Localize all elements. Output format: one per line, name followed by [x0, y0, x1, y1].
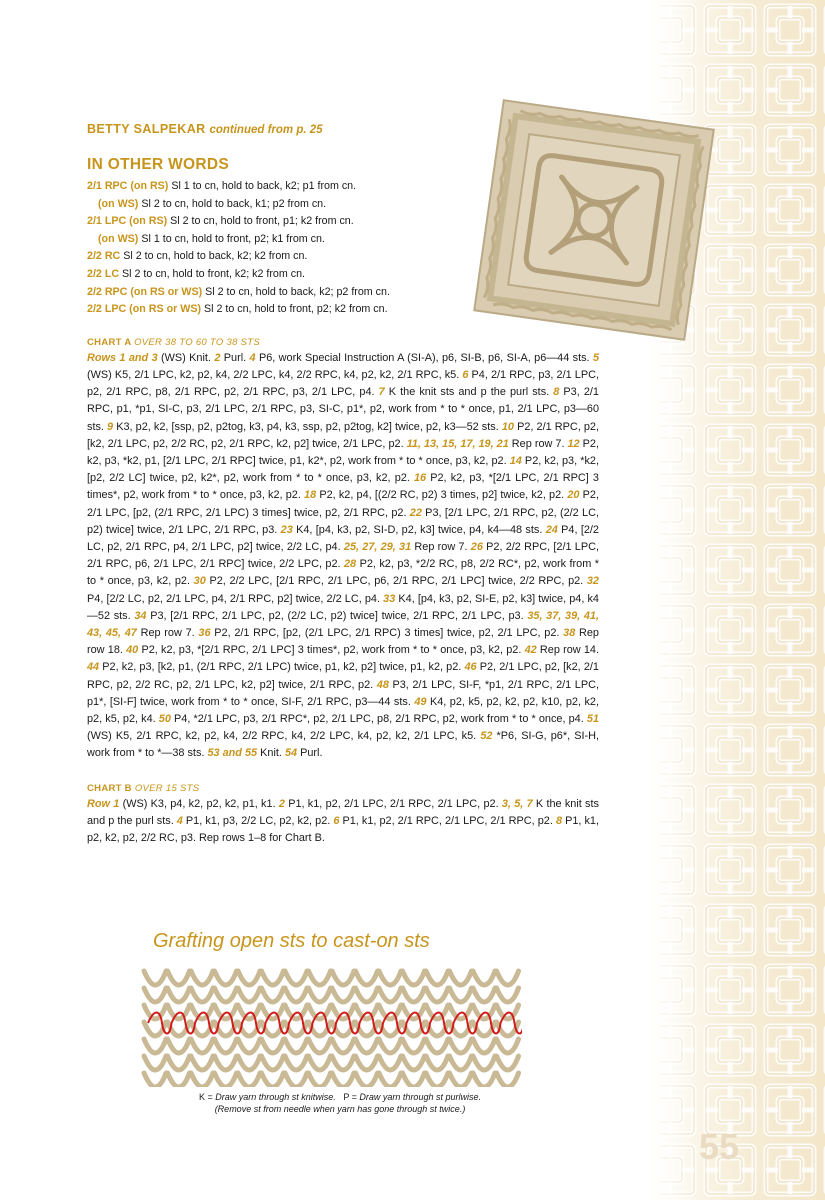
- row-number: 53 and 55: [207, 747, 258, 760]
- row-instruction: P6, work Special Instruction A (SI-A), p6, SI-B, p6, SI-A, p6—44 sts.: [255, 351, 593, 364]
- row-number: 34: [134, 609, 147, 622]
- main-column: [87, 122, 599, 847]
- abbreviation-item: [87, 248, 599, 266]
- abbreviation-item: [87, 213, 599, 231]
- page-number: 55: [698, 1126, 739, 1167]
- designer-byline: [87, 122, 599, 136]
- abbreviation-item: [87, 284, 599, 302]
- grafting-title: Grafting open sts to cast-on sts: [153, 930, 430, 952]
- abbreviation-term: (on WS): [98, 232, 139, 245]
- chart-a-label: CHART A: [87, 336, 132, 348]
- row-number: 2: [214, 351, 221, 364]
- abbreviation-term: 2/2 RPC (on RS or WS): [87, 285, 203, 298]
- abbreviation-term: 2/1 RPC (on RS): [87, 180, 169, 192]
- row-instruction: K4, [p4, k3, p2, SI-E, p2, k3] twice, p4, k4—52 sts.: [87, 592, 599, 622]
- row-number: 7: [378, 386, 385, 399]
- abbreviation-item: [87, 266, 599, 284]
- row-number: 52: [480, 730, 493, 743]
- abbreviation-item: [87, 301, 599, 319]
- row-instruction: K4, p2, k5, p2, k2, p2, k10, p2, k2, p2, k5, p2, k4.: [87, 695, 599, 726]
- row-number: 50: [158, 713, 171, 726]
- row-number: 25, 27, 29, 31: [343, 540, 412, 553]
- caption-k-desc: Draw yarn through st knitwise.: [215, 1092, 336, 1102]
- abbreviation-list: [87, 178, 599, 319]
- row-instruction: P2, k2, p3, *k2, p1, [2/1 LPC, 2/1 RPC] twice, p1, k2*, p2, work from * to * once, p3, k2, p2.: [87, 437, 599, 467]
- row-number: 48: [376, 678, 389, 691]
- chart-b-note: OVER 15 STS: [134, 782, 200, 794]
- caption-note: (Remove st from needle when yarn has gone through st twice.): [214, 1104, 466, 1114]
- row-instruction: (WS) K3, p4, k2, p2, k2, p1, k1.: [119, 797, 279, 810]
- row-instruction: K4, [p4, k3, p2, SI-D, p2, k3] twice, p4, k4—48 sts.: [292, 523, 546, 536]
- row-number: 18: [304, 489, 317, 502]
- row-instruction: (WS) K5, 2/1 RPC, k2, p2, k4, 2/2 RPC, k4, 2/2 LPC, k4, p2, k2, 2/1 LPC, k5.: [87, 730, 481, 743]
- row-number: 24: [545, 523, 558, 536]
- row-instruction: P1, k1, p2, k2, p2, 2/2 RC, p3. Rep rows 1–8 for Chart B.: [87, 814, 600, 845]
- row-instruction: P3, [2/1 LPC, 2/1 RPC, p2, (2/2 LC, p2) twice] twice, 2/1 LPC, 2/1 RPC, p3.: [87, 506, 599, 536]
- caption-p-desc: Draw yarn through st purlwise.: [359, 1092, 481, 1102]
- row-number: 20: [567, 489, 580, 502]
- row-instruction: *P6, SI-G, p6*, SI-H, work from * to *—38 sts.: [87, 730, 599, 760]
- grafting-diagram: [140, 965, 522, 1087]
- row-number: 16: [413, 472, 427, 485]
- abbreviation-definition: Sl 1 to cn, hold to front, p2; k1 from cn.: [138, 232, 325, 245]
- row-instruction: P3, 2/1 LPC, SI-F, *p1, 2/1 RPC, 2/1 LPC, p1*, [SI-F] twice, work from * to * once, SI-F, 2/1 RPC, p3—44 sts.: [87, 678, 599, 708]
- row-instruction: P2, 2/2 RPC, [2/1 LPC, 2/1 RPC, p6, 2/1 LPC, 2/1 RPC] twice, 2/2 LPC, p2.: [87, 540, 599, 571]
- row-number: 14: [509, 454, 522, 467]
- row-number: Rows 1 and 3: [87, 351, 158, 364]
- row-instruction: P1, k1, p3, 2/2 LC, p2, k2, p2.: [182, 814, 334, 827]
- row-number: 22: [409, 506, 422, 519]
- row-instruction: P4, [2/2 LC, p2, 2/1 RPC, p4, 2/1 LPC, p2] twice, 2/2 LC, p4.: [87, 523, 599, 553]
- row-number: 11, 13, 15, 17, 19, 21: [406, 437, 509, 450]
- abbreviation-definition: Sl 1 to cn, hold to back, k2; p1 from cn.: [168, 180, 357, 192]
- row-instruction: P2, k2, p3, *[2/1 RPC, 2/1 LPC] 3 times*, p2, work from * to * once, p3, k2, p2.: [138, 644, 525, 657]
- row-number: 40: [126, 644, 139, 657]
- row-number: 9: [107, 420, 114, 433]
- row-number: Row 1: [87, 797, 120, 810]
- row-number: 33: [383, 592, 396, 605]
- row-number: 26: [470, 540, 483, 553]
- section-title: IN OTHER WORDS: [87, 156, 229, 173]
- row-instruction: P3, 2/1 RPC, p1, *p1, SI-C, p3, 2/1 LPC, 2/1 RPC, p3, SI-C, p1*, p2, work from * to * once, p1, 2/1 LPC, p3—60 sts.: [87, 386, 599, 433]
- abbreviation-item: [87, 178, 599, 196]
- abbreviation-item: [87, 231, 599, 249]
- row-instruction: P2, 2/1 RPC, [p2, (2/1 LPC, 2/1 RPC) 3 times] twice, p2, 2/1 LPC, p2.: [210, 627, 564, 639]
- row-number: 4: [176, 814, 183, 827]
- chart-b-label: CHART B: [87, 782, 132, 794]
- row-number: 5: [592, 351, 599, 364]
- row-instruction: P4, [2/2 LC, p2, 2/1 LPC, p4, 2/1 RPC, p2] twice, 2/2 LC, p4.: [87, 592, 384, 605]
- row-instruction: Knit.: [257, 747, 285, 760]
- row-number: 6: [462, 368, 469, 381]
- row-instruction: P2, 2/1 RPC, p2, [k2, 2/1 LPC, p2, 2/2 RC, p2, 2/1 RPC, k2, p2] twice, 2/1 LPC, p2.: [87, 420, 600, 450]
- grafting-caption: [150, 1091, 530, 1115]
- row-instruction: Rep row 7.: [136, 627, 199, 639]
- row-number: 35, 37, 39, 41, 43, 45, 47: [87, 609, 600, 639]
- row-number: 36: [198, 627, 211, 639]
- row-instruction: K the knit sts and p the purl sts.: [87, 797, 599, 827]
- caption-line-2: [150, 1103, 530, 1115]
- caption-k: K =: [199, 1092, 216, 1102]
- row-number: 2: [278, 797, 285, 810]
- row-number: 3, 5, 7: [501, 797, 533, 810]
- row-instruction: K the knit sts and p the purl sts.: [384, 386, 554, 399]
- row-number: 8: [553, 386, 560, 399]
- row-instruction: P1, k1, p2, 2/1 LPC, 2/1 RPC, 2/1 LPC, p2.: [284, 797, 502, 810]
- row-number: 30: [193, 575, 206, 588]
- row-instruction: Rep row 18.: [87, 627, 599, 657]
- row-instruction: Rep row 7.: [411, 540, 471, 553]
- row-instruction: Purl.: [220, 351, 250, 364]
- row-instruction: P2, 2/1 LPC, [p2, (2/1 RPC, 2/1 LPC) 3 times] twice, p2, 2/1 RPC, p2.: [87, 489, 599, 519]
- chart-a-note: OVER 38 TO 60 TO 38 STS: [134, 336, 260, 348]
- abbreviation-definition: Sl 2 to cn, hold to front, k2; k2 from cn.: [119, 267, 306, 280]
- row-instruction: P2, 2/1 LPC, p2, [k2, 2/1 RPC, p2, 2/2 RC, p2, 2/1 LPC, k2, p2] twice, 2/1 RPC, p2.: [87, 661, 599, 691]
- row-number: 54: [284, 747, 298, 760]
- row-number: 23: [280, 523, 293, 536]
- abbreviation-term: (on WS): [98, 197, 139, 210]
- row-number: 42: [524, 644, 537, 657]
- row-number: 38: [563, 627, 576, 639]
- continued-note: continued from p. 25: [209, 124, 323, 136]
- row-instruction: Purl.: [297, 747, 323, 760]
- row-instruction: P2, k2, p3, *2/2 RC, p8, 2/2 RC*, p2, work from * to * once, p3, k2, p2.: [87, 558, 599, 588]
- row-instruction: (WS) K5, 2/1 LPC, k2, p2, k4, 2/2 LPC, k4, 2/2 RPC, k4, p2, k2, 2/1 RPC, k5.: [87, 368, 463, 381]
- row-number: 4: [249, 351, 256, 364]
- caption-line-1: [150, 1091, 530, 1103]
- row-number: 32: [586, 575, 599, 588]
- abbreviation-definition: Sl 2 to cn, hold to front, p2; k2 from cn.: [201, 303, 388, 316]
- row-number: 51: [586, 713, 599, 726]
- row-number: 46: [464, 661, 477, 674]
- row-instruction: P2, 2/2 LPC, [2/1 RPC, 2/1 LPC, p6, 2/1 RPC, 2/1 LPC] twice, 2/2 RPC, p2.: [205, 575, 587, 588]
- row-number: 10: [501, 420, 514, 433]
- row-number: 49: [414, 695, 427, 708]
- abbreviation-term: 2/2 LPC (on RS or WS): [87, 303, 202, 316]
- row-number: 44: [87, 661, 100, 674]
- row-instruction: K3, p2, k2, [ssp, p2, p2tog, k3, p4, k3, ssp, p2, p2tog, k2] twice, p2, k3—52 sts.: [113, 420, 502, 433]
- row-instruction: Rep row 7.: [508, 437, 568, 450]
- abbreviation-term: 2/2 RC: [87, 250, 121, 263]
- chart-a-instructions: [87, 350, 599, 763]
- designer-name: BETTY SALPEKAR: [87, 122, 206, 136]
- row-number: 8: [555, 814, 562, 827]
- row-instruction: P2, k2, p3, [k2, p1, (2/1 RPC, 2/1 LPC) twice, p1, k2, p2] twice, p1, k2, p2.: [99, 661, 465, 674]
- row-instruction: (WS) Knit.: [157, 351, 215, 364]
- abbreviation-definition: Sl 2 to cn, hold to back, k1; p2 from cn.: [138, 197, 327, 210]
- row-instruction: P2, k2, p3, *k2, [p2, 2/2 LC] twice, p2, k2*, p2, work from * to * once, p3, k2, p2.: [87, 454, 599, 485]
- caption-p: P =: [335, 1092, 360, 1102]
- abbreviation-item: [87, 196, 599, 214]
- abbreviation-term: 2/1 LPC (on RS): [87, 215, 168, 228]
- row-number: 6: [333, 814, 340, 827]
- abbreviation-definition: Sl 2 to cn, hold to front, p1; k2 from cn.: [167, 215, 354, 228]
- row-instruction: P2, k2, p3, *[2/1 LPC, 2/1 RPC] 3 times*, p2, work from * to * once, p3, k2, p2.: [87, 472, 599, 502]
- chart-b-heading: [87, 783, 599, 794]
- row-instruction: P4, 2/1 RPC, p3, 2/1 LPC, p2, 2/1 RPC, p8, 2/1 RPC, p2, 2/1 RPC, p3, 2/1 LPC, p4.: [87, 368, 599, 399]
- row-number: 28: [344, 558, 357, 571]
- abbreviation-definition: Sl 2 to cn, hold to back, k2; k2 from cn.: [120, 250, 308, 263]
- abbreviation-term: 2/2 LC: [87, 267, 120, 280]
- row-instruction: Rep row 14.: [536, 644, 599, 657]
- abbreviation-definition: Sl 2 to cn, hold to back, k2; p2 from cn.: [202, 285, 390, 298]
- row-instruction: P3, [2/1 RPC, 2/1 LPC, p2, (2/2 LC, p2) twice] twice, 2/1 RPC, 2/1 LPC, p3.: [146, 609, 528, 622]
- row-number: 12: [567, 437, 580, 450]
- chart-b-instructions: [87, 796, 599, 848]
- row-instruction: P2, k2, p4, [(2/2 RC, p2) 3 times, p2] twice, k2, p2.: [316, 489, 568, 502]
- row-instruction: P1, k1, p2, 2/1 RPC, 2/1 LPC, 2/1 RPC, p2.: [339, 814, 556, 827]
- row-instruction: P4, *2/1 LPC, p3, 2/1 RPC*, p2, 2/1 LPC, p8, 2/1 RPC, p2, work from * to * once, p4.: [170, 713, 587, 726]
- chart-a-heading: [87, 337, 599, 348]
